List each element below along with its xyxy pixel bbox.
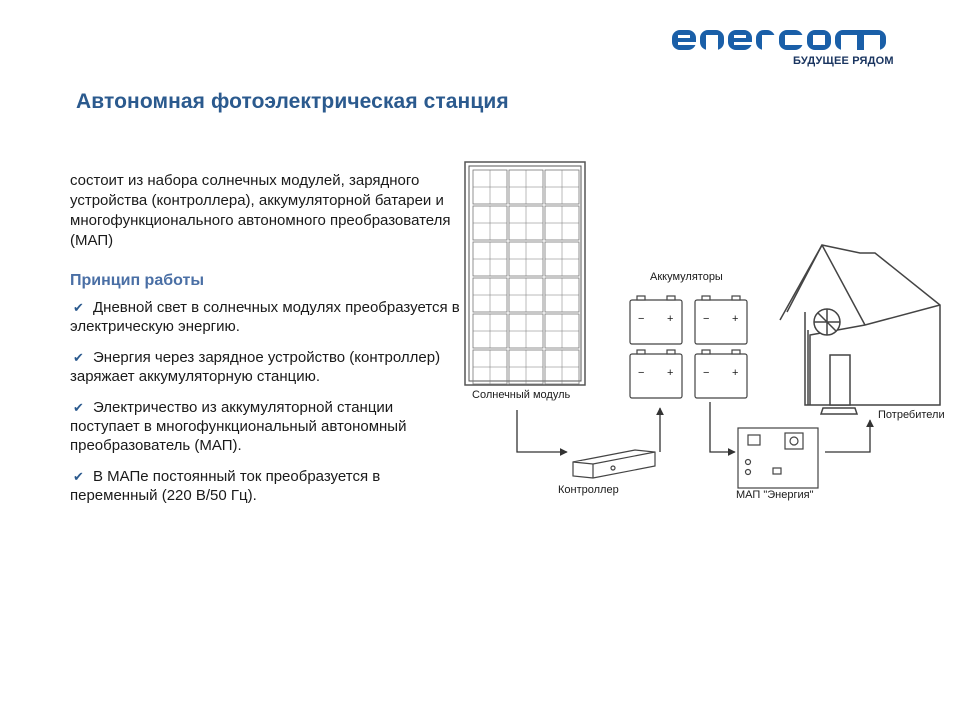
- inverter-device-icon: [738, 428, 818, 488]
- svg-text:+: +: [732, 367, 739, 379]
- list-item: [70, 348, 462, 386]
- intro-text: состоит из набора солнечных модулей, зарядного устройства (контроллера), аккумуляторной батареи и многофункционального автономного преобразователя (МАП): [70, 172, 451, 249]
- house-icon: [780, 245, 940, 414]
- system-diagram: [455, 150, 955, 520]
- controller-device-icon: [573, 450, 655, 478]
- list-item: [70, 298, 462, 336]
- inverter-label: МАП "Энергия": [736, 489, 814, 501]
- list-item-text: Дневной свет в солнечных модулях преобразуется в электрическую энергию.: [70, 299, 460, 335]
- solar-panel-icon: [465, 162, 585, 385]
- description-column: [70, 171, 462, 517]
- checkmark-icon: ✔: [73, 400, 84, 415]
- logo-tagline: БУДУЩЕЕ РЯДОМ: [793, 55, 894, 67]
- solar-module-label: Солнечный модуль: [472, 389, 571, 401]
- svg-text:−: −: [638, 367, 645, 379]
- svg-text:−: −: [638, 313, 645, 325]
- svg-text:−: −: [703, 313, 710, 325]
- svg-text:+: +: [732, 313, 739, 325]
- principle-heading: Принцип работы: [70, 272, 204, 289]
- list-item: [70, 398, 462, 455]
- page-title: Автономная фотоэлектрическая станция: [76, 90, 509, 113]
- list-item-text: Электричество из аккумуляторной станции поступает в многофункциональный автономный преобразователь (МАП).: [70, 399, 407, 454]
- list-item-text: Энергия через зарядное устройство (контроллер) заряжает аккумуляторную станцию.: [70, 349, 441, 385]
- checkmark-icon: ✔: [73, 300, 84, 315]
- svg-text:+: +: [667, 367, 674, 379]
- batteries-label: Аккумуляторы: [650, 271, 723, 283]
- battery-bank-icon: [630, 296, 747, 398]
- list-item-text: В МАПе постоянный ток преобразуется в переменный (220 В/50 Гц).: [70, 468, 381, 504]
- list-item: [70, 467, 462, 505]
- enercom-wordmark: [672, 26, 892, 54]
- svg-text:−: −: [703, 367, 710, 379]
- principle-list: [70, 298, 462, 505]
- consumers-label: Потребители: [878, 409, 945, 421]
- svg-text:+: +: [667, 313, 674, 325]
- enercom-logo: [672, 26, 892, 76]
- controller-label: Контроллер: [558, 484, 619, 496]
- checkmark-icon: ✔: [73, 350, 84, 365]
- checkmark-icon: ✔: [73, 469, 84, 484]
